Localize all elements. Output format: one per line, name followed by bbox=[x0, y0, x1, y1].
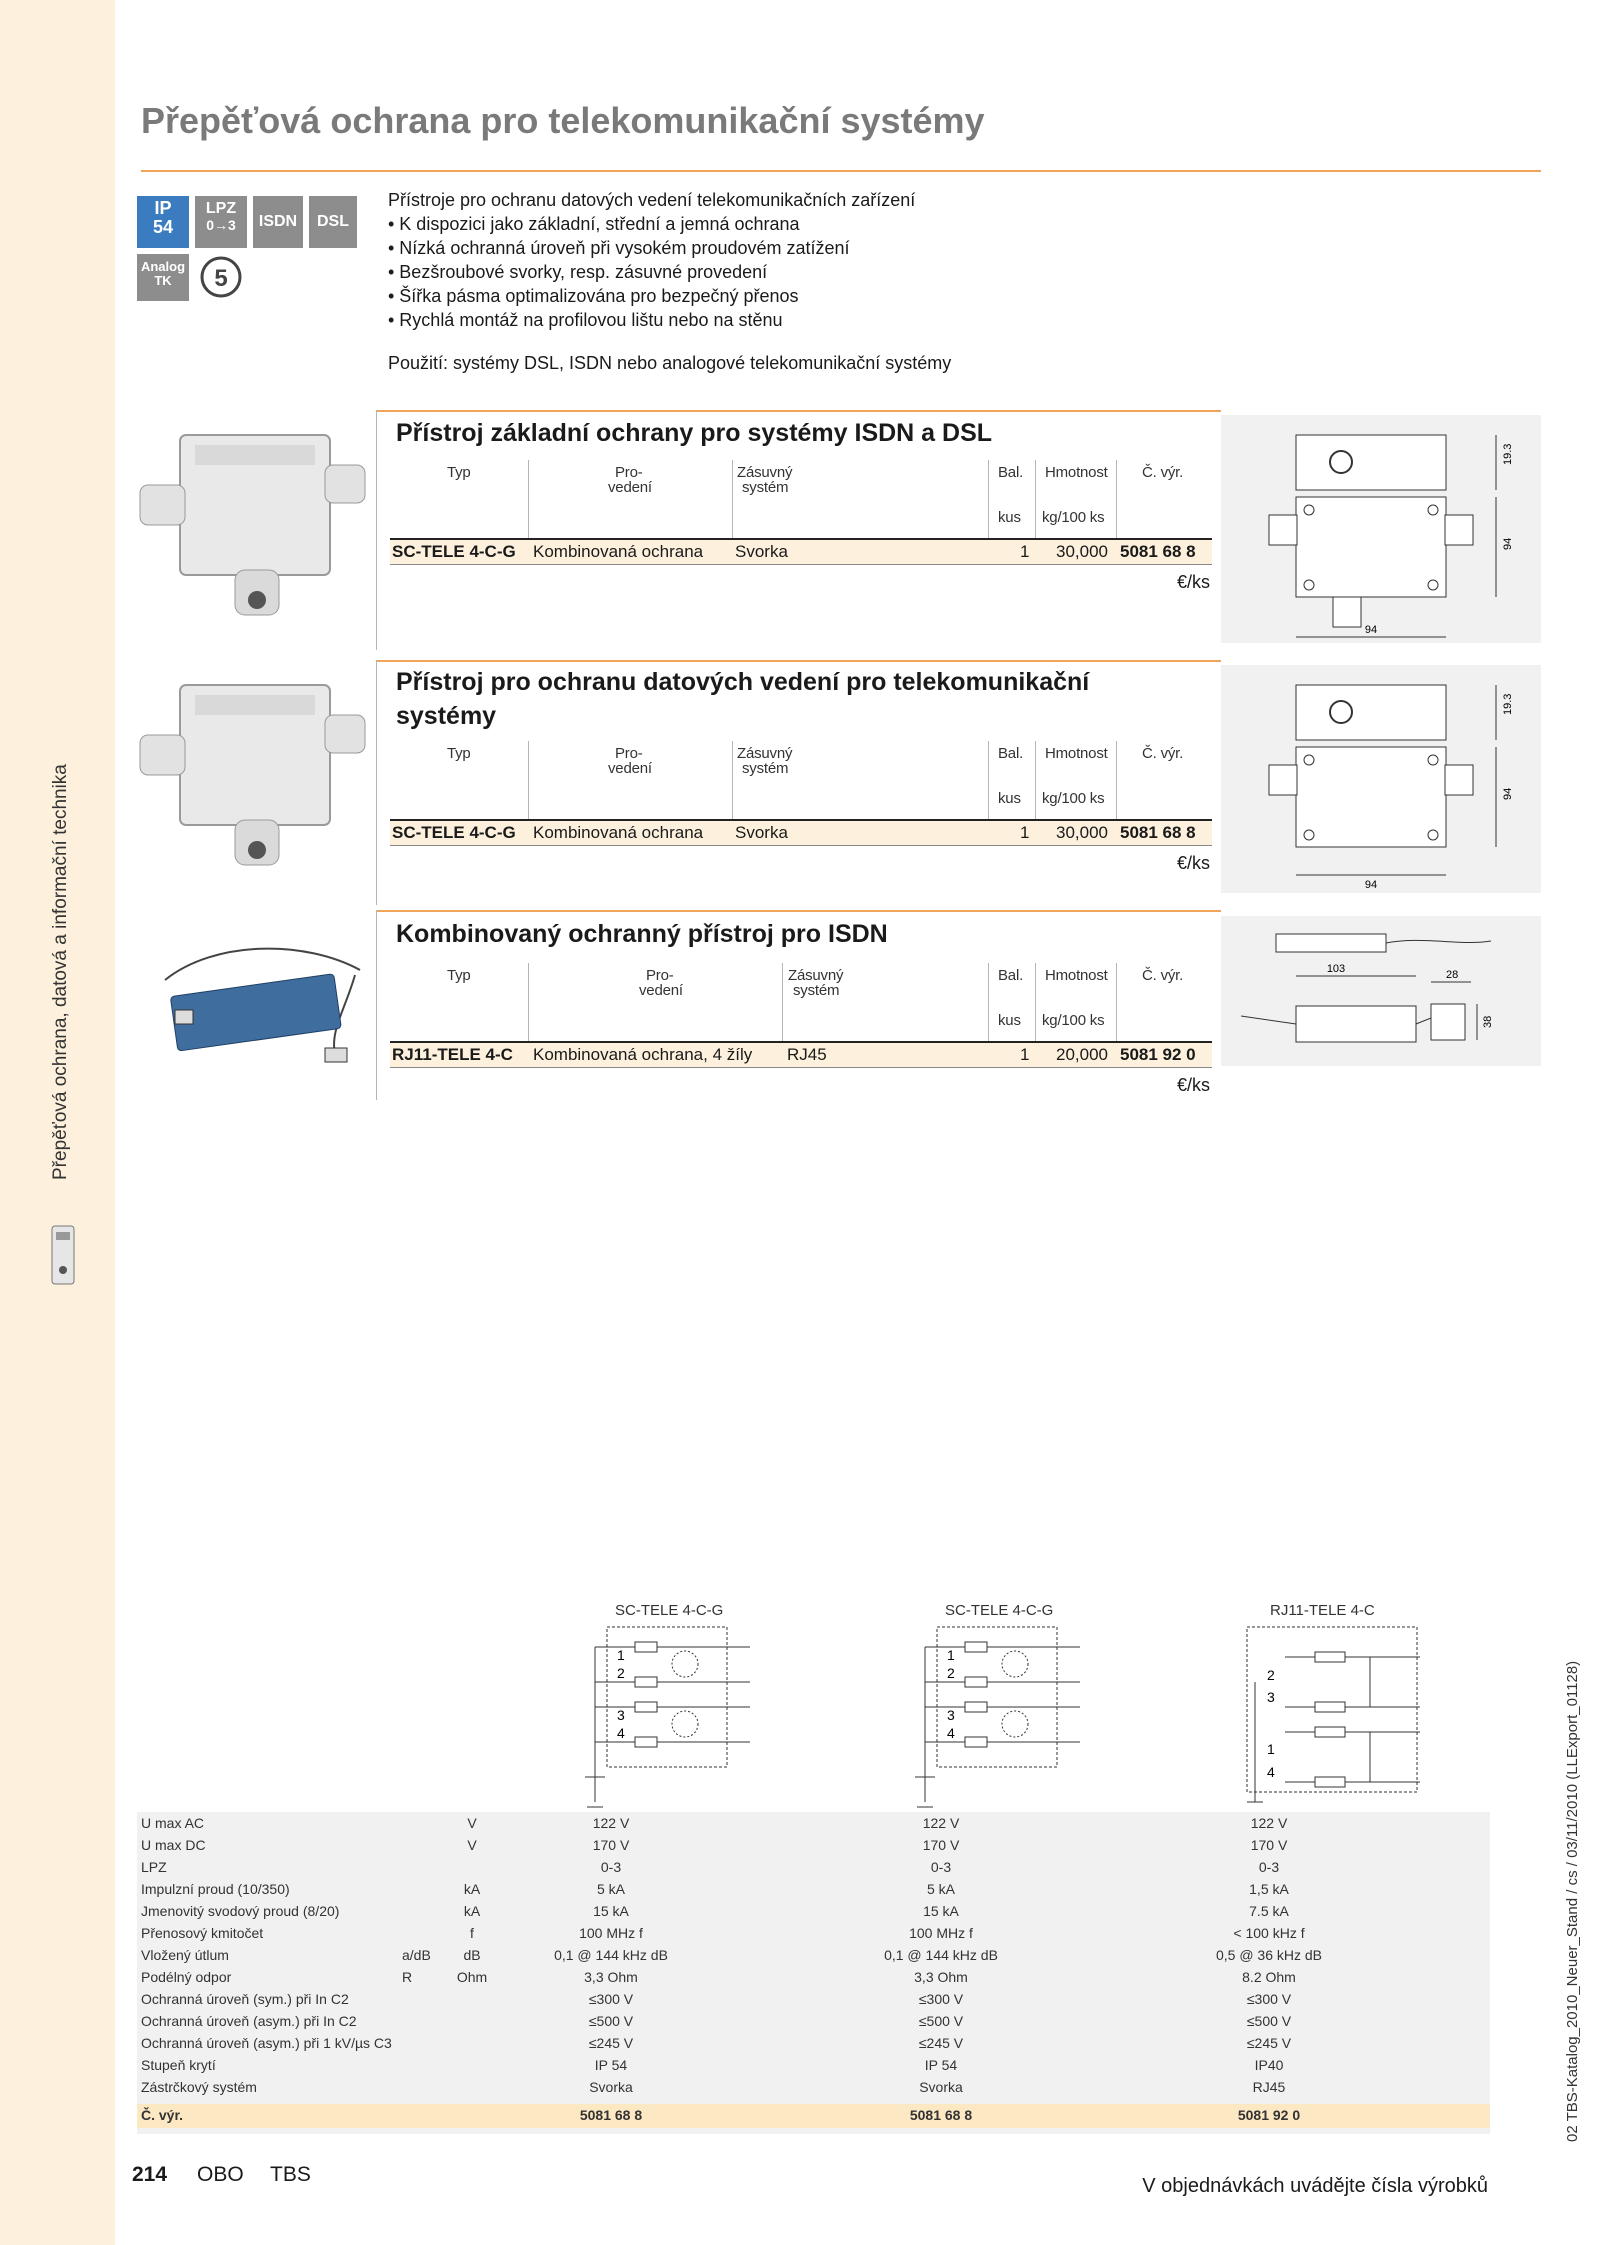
spec-value: RJ45 bbox=[1252, 2079, 1286, 2095]
col-hmotnost: Hmotnost bbox=[1045, 745, 1108, 762]
col-hmotnost: Hmotnost bbox=[1045, 464, 1108, 481]
spec-value: 3,3 Ohm bbox=[584, 1969, 638, 1985]
col-divider bbox=[1035, 963, 1036, 1043]
spec-value: IP40 bbox=[1254, 2057, 1284, 2073]
col-divider bbox=[1116, 963, 1117, 1043]
row-typ: RJ11-TELE 4-C bbox=[392, 1045, 513, 1064]
row-provedeni: Kombinovaná ochrana, 4 žíly bbox=[533, 1045, 753, 1064]
svg-text:1: 1 bbox=[947, 1647, 955, 1663]
spec-symbol: R bbox=[402, 1969, 413, 1985]
spec-row bbox=[137, 2010, 1490, 2032]
row-cislo: 5081 68 8 bbox=[1120, 542, 1196, 561]
dim-length: 103 bbox=[1326, 963, 1346, 975]
spec-name: Ochranná úroveň (asym.) při In C2 bbox=[141, 2013, 357, 2029]
unit-kg: kg/100 ks bbox=[1042, 1012, 1105, 1029]
row-system: RJ45 bbox=[787, 1045, 827, 1064]
spec-footer-value: 5081 68 8 bbox=[909, 2107, 973, 2123]
spec-table bbox=[137, 1812, 1490, 2134]
spec-value: 170 V bbox=[1250, 1837, 1288, 1853]
spec-value: 8.2 Ohm bbox=[1242, 1969, 1296, 1985]
spec-footer-row bbox=[137, 2104, 1490, 2128]
ip-label: IP bbox=[154, 198, 172, 218]
product-3-drawing bbox=[1221, 916, 1541, 1066]
product-1-title: Přístroj základní ochrany pro systémy ISDN a DSL bbox=[396, 419, 993, 447]
spec-name: LPZ bbox=[141, 1859, 167, 1875]
col-provedeni-2: vedení bbox=[639, 982, 683, 999]
spec-value: 15 kA bbox=[923, 1903, 959, 1919]
spec-unit: V bbox=[467, 1837, 477, 1853]
spec-name: Zástrčkový systém bbox=[141, 2079, 257, 2095]
spec-name: Impulzní proud (10/350) bbox=[141, 1881, 290, 1897]
intro-bullet: • Bezšroubové svorky, resp. zásuvné provedení bbox=[388, 262, 768, 282]
row-system: Svorka bbox=[735, 542, 788, 561]
row-hmotnost: 30,000 bbox=[1056, 823, 1108, 842]
product-1-image bbox=[135, 415, 375, 625]
product-2-drawing bbox=[1221, 665, 1541, 893]
document-id: 02 TBS-Katalog_2010_Neuer_Stand / cs / 03/11/2010 (LLExport_01128) bbox=[1564, 1660, 1581, 2142]
spec-value: 170 V bbox=[592, 1837, 630, 1853]
col-divider bbox=[528, 963, 529, 1043]
col-system-2: systém bbox=[742, 479, 789, 496]
dim-height: 94 bbox=[1502, 787, 1514, 800]
spec-row bbox=[137, 1966, 1490, 1988]
col-system: Zásuvný bbox=[737, 745, 793, 762]
spec-value: 5 kA bbox=[926, 1881, 955, 1897]
spec-value: 5 kA bbox=[596, 1881, 625, 1897]
unit-kg: kg/100 ks bbox=[1042, 790, 1105, 807]
svg-text:4: 4 bbox=[617, 1725, 625, 1741]
feature-badges bbox=[137, 196, 357, 301]
svg-text:3: 3 bbox=[1267, 1689, 1275, 1705]
page-number: 214 bbox=[132, 2163, 168, 2186]
col-provedeni: Pro- bbox=[615, 464, 643, 481]
usage-text: Použití: systémy DSL, ISDN nebo analogové telekomunikační systémy bbox=[388, 353, 952, 373]
row-hmotnost: 30,000 bbox=[1056, 542, 1108, 561]
spec-value: 0,1 @ 144 kHz dB bbox=[554, 1947, 668, 1963]
product-3-table bbox=[390, 963, 1212, 1095]
spec-value: ≤300 V bbox=[918, 1991, 964, 2007]
col-hmotnost: Hmotnost bbox=[1045, 967, 1108, 984]
product-1-table bbox=[390, 460, 1212, 592]
svg-text:1: 1 bbox=[617, 1647, 625, 1663]
col-cislo: Č. výr. bbox=[1142, 745, 1184, 762]
spec-unit: dB bbox=[463, 1947, 481, 1963]
col-divider bbox=[782, 963, 783, 1043]
dim-depth: 19.3 bbox=[1502, 693, 1514, 715]
spec-value: ≤300 V bbox=[1246, 1991, 1292, 2007]
spec-row bbox=[137, 1900, 1490, 1922]
spec-value: 100 MHz f bbox=[579, 1925, 643, 1941]
ip-value: 54 bbox=[152, 216, 174, 237]
svg-text:4: 4 bbox=[1267, 1764, 1275, 1780]
spec-value: ≤245 V bbox=[588, 2035, 634, 2051]
col-divider bbox=[528, 460, 529, 540]
spec-row bbox=[137, 2076, 1490, 2098]
spec-value: ≤500 V bbox=[918, 2013, 964, 2029]
svg-text:1: 1 bbox=[1267, 1741, 1275, 1757]
col-typ: Typ bbox=[447, 745, 471, 762]
product-3-divider bbox=[376, 910, 1221, 912]
product-3-vline bbox=[376, 910, 377, 1100]
col-system: Zásuvný bbox=[788, 967, 844, 984]
col-divider bbox=[732, 460, 733, 540]
col-bal: Bal. bbox=[998, 745, 1024, 762]
intro-text bbox=[388, 188, 915, 332]
dim-height: 38 bbox=[1482, 1015, 1494, 1028]
svg-text:2: 2 bbox=[1267, 1667, 1275, 1683]
row-typ: SC-TELE 4-C-G bbox=[392, 823, 516, 842]
col-typ: Typ bbox=[447, 967, 471, 984]
intro-bullet: • Rychlá montáž na profilovou lištu nebo na stěnu bbox=[388, 310, 783, 330]
row-bal: 1 bbox=[1020, 542, 1030, 561]
footer-brand: OBO bbox=[197, 2163, 244, 2186]
spec-value: Svorka bbox=[589, 2079, 633, 2095]
product-row[interactable] bbox=[390, 538, 1212, 565]
spec-value: ≤300 V bbox=[588, 1991, 634, 2007]
spec-row bbox=[137, 2032, 1490, 2054]
lpz-value: 0→3 bbox=[206, 216, 236, 233]
svg-text:3: 3 bbox=[947, 1707, 955, 1723]
spec-name: Vložený útlum bbox=[141, 1947, 229, 1963]
product-2-title-line2: systémy bbox=[396, 702, 497, 730]
col-divider bbox=[732, 741, 733, 821]
row-system: Svorka bbox=[735, 823, 788, 842]
unit-kg: kg/100 ks bbox=[1042, 509, 1105, 526]
spec-row bbox=[137, 1922, 1490, 1944]
spec-row bbox=[137, 1988, 1490, 2010]
spec-value: 3,3 Ohm bbox=[914, 1969, 968, 1985]
col-system-2: systém bbox=[742, 760, 789, 777]
spec-value: ≤245 V bbox=[1246, 2035, 1292, 2051]
footer-section: TBS bbox=[270, 2163, 311, 2186]
product-2-image bbox=[135, 665, 375, 875]
footer-order-note: V objednávkách uvádějte čísla výrobků bbox=[1142, 2175, 1488, 2197]
row-bal: 1 bbox=[1020, 1045, 1030, 1064]
spec-value: 0-3 bbox=[1258, 1859, 1280, 1875]
product-1-divider bbox=[376, 410, 1221, 412]
col-provedeni-2: vedení bbox=[608, 479, 652, 496]
dim-width: 94 bbox=[1364, 624, 1378, 636]
row-provedeni: Kombinovaná ochrana bbox=[533, 542, 704, 561]
product-3-image bbox=[155, 930, 375, 1070]
spec-name: Ochranná úroveň (asym.) při 1 kV/µs C3 bbox=[141, 2035, 392, 2051]
row-cislo: 5081 92 0 bbox=[1120, 1045, 1196, 1064]
price-unit: €/ks bbox=[1176, 853, 1210, 873]
col-system: Zásuvný bbox=[737, 464, 793, 481]
unit-kus: kus bbox=[998, 1012, 1021, 1029]
spec-row bbox=[137, 1944, 1490, 1966]
row-hmotnost: 20,000 bbox=[1056, 1045, 1108, 1064]
side-product-thumbnail bbox=[46, 1222, 80, 1288]
spec-footer-label: Č. výr. bbox=[141, 2107, 184, 2123]
spec-value: 100 MHz f bbox=[909, 1925, 973, 1941]
col-provedeni: Pro- bbox=[646, 967, 674, 984]
spec-footer-value: 5081 68 8 bbox=[579, 2107, 643, 2123]
spec-unit: kA bbox=[463, 1903, 481, 1919]
diagram-label: SC-TELE 4-C-G bbox=[945, 1602, 1054, 1619]
spec-unit: f bbox=[470, 1925, 474, 1941]
spec-value: 7.5 kA bbox=[1249, 1903, 1289, 1919]
isdn-badge: ISDN bbox=[253, 196, 303, 248]
spec-value: IP 54 bbox=[924, 2057, 958, 2073]
spec-value: 122 V bbox=[592, 1815, 630, 1831]
spec-unit: kA bbox=[463, 1881, 481, 1897]
spec-value: IP 54 bbox=[594, 2057, 628, 2073]
col-bal: Bal. bbox=[998, 464, 1024, 481]
analog-sublabel: TK bbox=[154, 272, 172, 288]
lpz-badge bbox=[195, 196, 247, 248]
dim-width: 28 bbox=[1446, 969, 1459, 981]
circuit-diagram-1 bbox=[575, 1602, 775, 1812]
product-row[interactable] bbox=[390, 1041, 1212, 1068]
dim-width: 94 bbox=[1364, 879, 1378, 891]
svg-text:2: 2 bbox=[617, 1665, 625, 1681]
col-bal: Bal. bbox=[998, 967, 1024, 984]
spec-name: Jmenovitý svodový proud (8/20) bbox=[141, 1903, 340, 1919]
warranty-badge bbox=[195, 254, 247, 301]
spec-value: 1,5 kA bbox=[1249, 1881, 1289, 1897]
col-cislo: Č. výr. bbox=[1142, 967, 1184, 984]
col-cislo: Č. výr. bbox=[1142, 464, 1184, 481]
intro-bullet: • K dispozici jako základní, střední a jemná ochrana bbox=[388, 214, 800, 234]
ip-rating-badge bbox=[137, 196, 189, 248]
col-typ: Typ bbox=[447, 464, 471, 481]
spec-row bbox=[137, 1878, 1490, 1900]
intro-bullet: • Nízká ochranná úroveň při vysokém proudovém zatížení bbox=[388, 238, 850, 258]
spec-value: 15 kA bbox=[593, 1903, 629, 1919]
row-cislo: 5081 68 8 bbox=[1120, 823, 1196, 842]
product-2-vline bbox=[376, 660, 377, 905]
dim-depth: 19.3 bbox=[1502, 443, 1514, 465]
circuit-diagram-2 bbox=[905, 1602, 1105, 1812]
spec-name: U max AC bbox=[141, 1815, 205, 1831]
col-provedeni-2: vedení bbox=[608, 760, 652, 777]
page-title: Přepěťová ochrana pro telekomunikační systémy bbox=[141, 100, 985, 141]
product-2-table bbox=[390, 741, 1212, 873]
col-divider bbox=[988, 963, 989, 1043]
price-unit: €/ks bbox=[1176, 1075, 1210, 1095]
product-2-divider bbox=[376, 660, 1221, 662]
spec-value: 170 V bbox=[922, 1837, 960, 1853]
spec-value: 0,1 @ 144 kHz dB bbox=[884, 1947, 998, 1963]
spec-value: ≤500 V bbox=[588, 2013, 634, 2029]
unit-kus: kus bbox=[998, 509, 1021, 526]
spec-row bbox=[137, 1856, 1490, 1878]
col-divider bbox=[988, 460, 989, 540]
price-unit: €/ks bbox=[1176, 572, 1210, 592]
product-row[interactable] bbox=[390, 819, 1212, 846]
spec-footer-value: 5081 92 0 bbox=[1237, 2107, 1301, 2123]
col-provedeni: Pro- bbox=[615, 745, 643, 762]
spec-value: 0-3 bbox=[600, 1859, 622, 1875]
svg-text:5: 5 bbox=[214, 265, 228, 292]
intro-lead: Přístroje pro ochranu datových vedení telekomunikačních zařízení bbox=[388, 190, 916, 210]
spec-row bbox=[137, 1812, 1490, 1834]
spec-value: < 100 kHz f bbox=[1233, 1925, 1305, 1941]
title-divider bbox=[141, 170, 1541, 172]
spec-value: Svorka bbox=[919, 2079, 963, 2095]
analog-badge bbox=[137, 254, 189, 301]
spec-unit: Ohm bbox=[456, 1969, 488, 1985]
product-3-title: Kombinovaný ochranný přístroj pro ISDN bbox=[396, 920, 888, 948]
analog-label: Analog bbox=[140, 259, 186, 274]
diagram-label: RJ11-TELE 4-C bbox=[1270, 1602, 1375, 1619]
row-typ: SC-TELE 4-C-G bbox=[392, 542, 516, 561]
spec-name: Ochranná úroveň (sym.) při In C2 bbox=[141, 1991, 349, 2007]
circuit-diagram-3 bbox=[1235, 1602, 1435, 1812]
product-1-drawing bbox=[1221, 415, 1541, 643]
svg-text:4: 4 bbox=[947, 1725, 955, 1741]
lpz-label: LPZ bbox=[205, 200, 237, 217]
col-divider bbox=[988, 741, 989, 821]
row-provedeni: Kombinovaná ochrana bbox=[533, 823, 704, 842]
spec-value: ≤245 V bbox=[918, 2035, 964, 2051]
col-divider bbox=[1116, 460, 1117, 540]
product-2-title bbox=[396, 665, 1089, 733]
diagram-label: SC-TELE 4-C-G bbox=[615, 1602, 724, 1619]
col-divider bbox=[1035, 460, 1036, 540]
col-divider bbox=[528, 741, 529, 821]
col-divider bbox=[1035, 741, 1036, 821]
spec-value: 0-3 bbox=[930, 1859, 952, 1875]
svg-text:2: 2 bbox=[947, 1665, 955, 1681]
spec-value: ≤500 V bbox=[1246, 2013, 1292, 2029]
product-2-title-line1: Přístroj pro ochranu datových vedení pro telekomunikační bbox=[396, 668, 1090, 696]
spec-value: 122 V bbox=[1250, 1815, 1288, 1831]
spec-name: Přenosový kmitočet bbox=[141, 1925, 264, 1941]
spec-name: Stupeň krytí bbox=[141, 2057, 216, 2073]
spec-value: 0,5 @ 36 kHz dB bbox=[1215, 1947, 1323, 1963]
spec-name: Podélný odpor bbox=[141, 1969, 232, 1985]
spec-row bbox=[137, 2054, 1490, 2076]
spec-value: 122 V bbox=[922, 1815, 960, 1831]
spec-symbol: a/dB bbox=[402, 1947, 431, 1963]
warranty-seal-icon bbox=[195, 254, 247, 301]
intro-bullet: • Šířka pásma optimalizována pro bezpečný přenos bbox=[388, 286, 799, 306]
unit-kus: kus bbox=[998, 790, 1021, 807]
dsl-badge: DSL bbox=[309, 196, 357, 248]
col-divider bbox=[1116, 741, 1117, 821]
row-bal: 1 bbox=[1020, 823, 1030, 842]
side-section-label: Přepěťová ochrana, datová a informační technika bbox=[50, 764, 71, 1180]
spec-unit: V bbox=[467, 1815, 477, 1831]
spec-row bbox=[137, 1834, 1490, 1856]
col-system-2: systém bbox=[793, 982, 840, 999]
dim-height: 94 bbox=[1502, 537, 1514, 550]
product-1-vline bbox=[376, 410, 377, 650]
spec-name: U max DC bbox=[141, 1837, 206, 1853]
svg-text:3: 3 bbox=[617, 1707, 625, 1723]
